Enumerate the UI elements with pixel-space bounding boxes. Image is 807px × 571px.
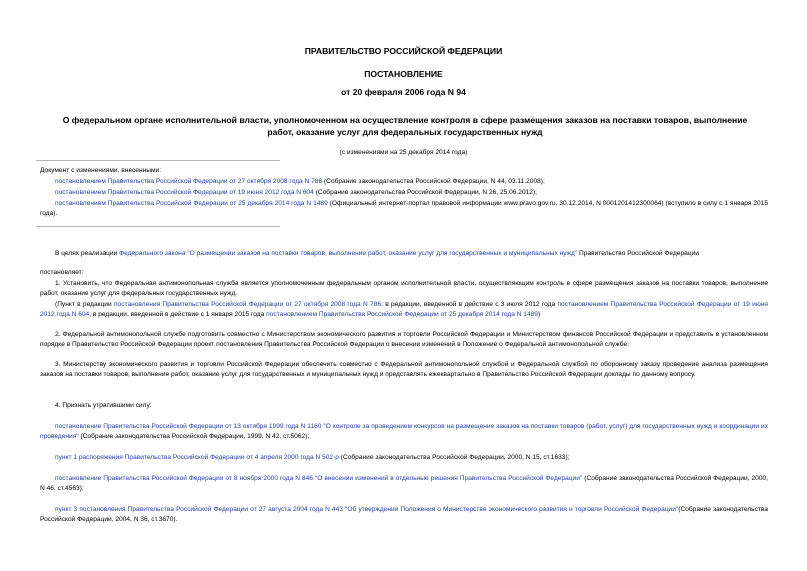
amendment-source: (Собрание законодательства Российской Федерации, N 44, 03.11.2008); <box>322 178 545 185</box>
repealed-act-entry <box>40 505 768 524</box>
document-type-heading: ПОСТАНОВЛЕНИЕ <box>364 69 443 79</box>
amendments-bottom-divider <box>36 226 280 227</box>
repealed-act-entry <box>40 453 768 463</box>
amendment-link[interactable]: постановлением Правительства Российской Федерации от 27 октября 2008 года N 786 <box>55 178 323 185</box>
repealed-act-link[interactable]: пункт 1 распоряжения Правительства Российской Федерации от 4 апреля 2000 года N 502-р <box>55 454 339 461</box>
repealed-act-source: (Собрание законодательства Российской Федерации, 2004, N 36, ст.3670). <box>40 506 769 523</box>
amendment-entry <box>40 177 768 187</box>
document-date-number: от 20 февраля 2006 года N 94 <box>341 87 466 97</box>
amendment-link[interactable]: постановлением Правительства Российской Федерации от 19 июня 2012 года N 604 <box>55 189 314 196</box>
amendments-top-divider <box>36 160 280 161</box>
preamble-text: В целях реализации <box>55 250 120 257</box>
edition-note: (с изменениями на 25 декабря 2014 года) <box>339 149 468 156</box>
amendment-link[interactable]: постановлением Правительства Российской Федерации от 25 декабря 2014 года N 1489 <box>55 200 328 207</box>
item-1-text: 1. Установить, что Федеральная антимонопольная служба является уполномоченным федеральным органом исполнительной власти, осуществляющим контроль в сфере размещения заказов на поставки товаров, выполнение работ, оказание услуг для федеральных государственных нужд. <box>40 280 768 297</box>
repealed-act-link[interactable]: пункт 3 постановления Правительства Российской Федерации от 27 августа 2004 года N 443 "Об утверждении Положения о Министерстве экономического развития и торговли Российской Федерации" <box>55 506 679 513</box>
note-link-604[interactable]: постановлением Правительства Российской Федерации от 19 июня 2012 года N 604 <box>40 301 769 318</box>
document-title: О федеральном органе исполнительной власти, уполномоченном на осуществление контроля в сфере размещения заказов на поставки товаров, выполнение работ, оказание услуг для федеральных государственных нужд <box>62 115 748 137</box>
note-text: ; в редакции, введенной в действие с 1 января 2015 года <box>89 310 267 318</box>
item-4-heading: 4. Признать утратившими силу: <box>55 402 152 409</box>
repealed-act-entry <box>40 474 768 493</box>
item-1-edition-note <box>40 300 768 319</box>
government-heading: ПРАВИТЕЛЬСТВО РОССИЙСКОЙ ФЕДЕРАЦИИ <box>304 46 503 56</box>
decrees-word: постановляет: <box>40 269 84 276</box>
item-3-text: 3. Министерству экономического развития и торговли Российской Федерации обеспечить совместно с Федеральной антимонопольной службой и Федеральной службой по оборонному заказу проведение анализа размещения заказов на поставки товаров, выполнение работ, оказание услуг для государственных и муниципальных нужд и представлять ежеквартально в Правительство Российской Федерации доклады по данному вопросу. <box>40 361 768 378</box>
note-text: ; в редакции, введенной в действие с 3 июля 2012 года <box>381 301 558 308</box>
note-text: (Пункт в редакции <box>55 301 114 308</box>
amendment-entry <box>40 188 768 198</box>
item-2-text: 2. Федеральной антимонопольной службе подготовить совместно с Министерством экономического развития и торговли Российской Федерации и Министерством финансов Российской Федерации и представить в установленном порядке в Правительство Российской Федерации проект постановления Правительства Российской Федерации о внесении изменений в Положение о Федеральной антимонопольной службе. <box>40 331 768 348</box>
amendment-source: (Собрание законодательства Российской Федерации, N 26, 25.06.2012); <box>313 189 537 196</box>
repealed-act-source: (Собрание законодательства Российской Федерации, 1999, N 42, ст.5062); <box>78 432 310 440</box>
note-link-786[interactable]: постановления Правительства Российской Федерации от 27 октября 2008 года N 786 <box>113 301 382 308</box>
amendment-source: (Официальный интернет-портал правовой информации www.pravo.gov.ru, 30.12.2014, N 0001201412300064) (вступило в силу с 1 января 2015 года). <box>40 200 769 217</box>
repealed-act-source: (Собрание законодательства Российской Федерации, 2000, N 15, ст.1633); <box>338 454 570 461</box>
federal-law-link[interactable]: Федерального закона "О размещении заказов на поставки товаров, выполнение работ, оказание услуг для государственных и муниципальных нужд" <box>119 250 578 257</box>
note-link-1489[interactable]: постановлением Правительства Российской Федерации от 25 декабря 2014 года N 1489 <box>266 310 538 318</box>
repealed-act-link[interactable]: постановление Правительства Российской Федерации от 13 октября 1999 года N 1160 "О контроле за проведением конкурсов на размещение заказов на поставки товаров (работ, услуг) для государственных нужд и координации их проведения" <box>40 423 768 440</box>
repealed-act-source: (Собрание законодательства Российской Федерации, 2000, N 46, ст.4563); <box>40 475 768 492</box>
amendment-entry <box>40 199 768 218</box>
repealed-act-entry <box>40 422 768 441</box>
note-text: ) <box>537 310 541 318</box>
repealed-act-link[interactable]: постановление Правительства Российской Федерации от 8 ноября 2000 года N 846 "О внесении изменений в отдельные решения Правительства Российской Федерации" <box>55 475 583 482</box>
preamble-paragraph <box>40 249 768 259</box>
amendments-intro: Документ с изменениями, внесенными: <box>40 167 162 174</box>
preamble-text-end: Правительство Российской Федерации <box>577 250 699 257</box>
